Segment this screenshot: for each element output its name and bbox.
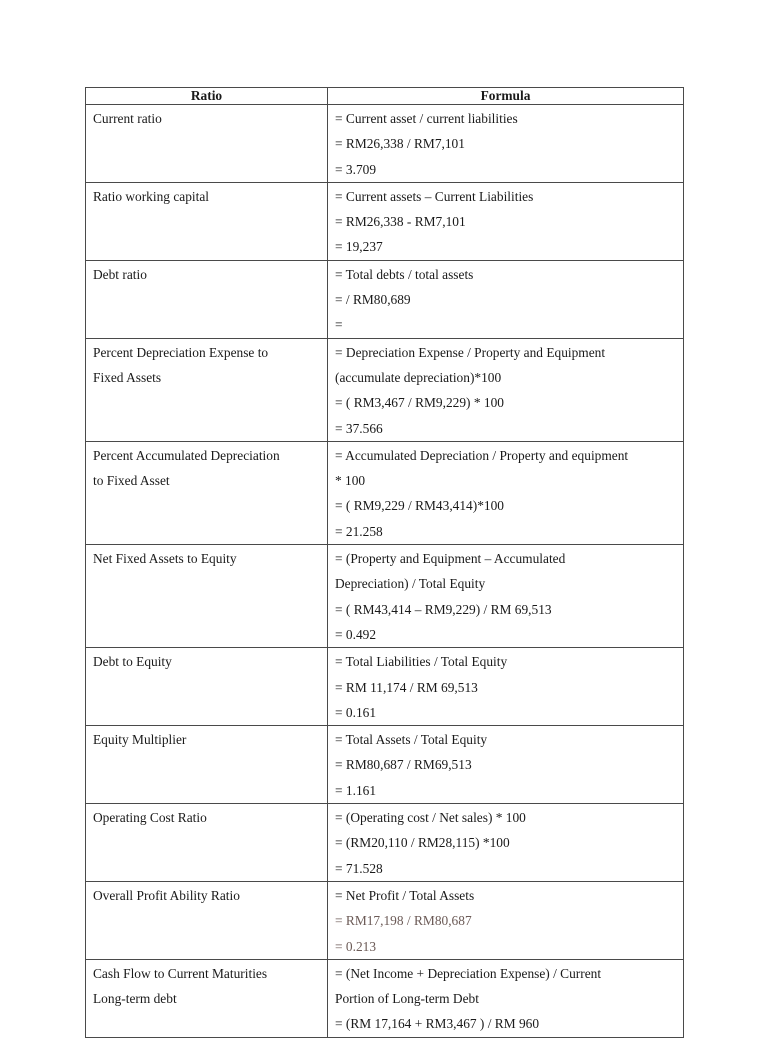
formula-line: = Accumulated Depreciation / Property and equipment — [335, 447, 629, 463]
ratio-name: Operating Cost Ratio — [93, 810, 207, 826]
formula-cell — [328, 545, 684, 648]
ratio-formula-table — [85, 87, 684, 1038]
formula-cell — [328, 260, 684, 338]
ratio-name: Ratio working capital — [93, 188, 210, 204]
formula-result: = 37.566 — [335, 420, 383, 436]
formula-line: = Total debts / total assets — [335, 266, 474, 282]
table-row — [86, 338, 684, 441]
table-row — [86, 441, 684, 544]
ratio-name: Current ratio — [93, 111, 162, 126]
formula-line: Portion of Long-term Debt — [335, 991, 479, 1007]
table-row — [86, 648, 684, 726]
formula-line: = RM80,687 / RM69,513 — [335, 757, 472, 773]
formula-line: = (Operating cost / Net sales) * 100 — [335, 810, 526, 826]
ratio-name: Cash Flow to Current Maturities — [93, 965, 268, 981]
ratio-name: Equity Multiplier — [93, 732, 187, 748]
formula-line: = ( RM43,414 – RM9,229) / RM 69,513 — [335, 601, 552, 617]
formula-result: = 0.161 — [335, 704, 377, 720]
table-row — [86, 959, 684, 1037]
formula-line: * 100 — [335, 473, 366, 489]
ratio-name: Net Fixed Assets to Equity — [93, 551, 237, 567]
ratio-name: Long-term debt — [93, 991, 177, 1007]
formula-cell — [328, 881, 684, 959]
formula-line: = ( RM9,229 / RM43,414)*100 — [335, 498, 504, 514]
table-row — [86, 881, 684, 959]
formula-result: = 3.709 — [335, 161, 377, 177]
table-row — [86, 726, 684, 804]
ratio-cell — [86, 726, 328, 804]
formula-line: = Total Assets / Total Equity — [335, 732, 488, 748]
formula-result: = 71.528 — [335, 860, 383, 876]
ratio-cell — [86, 648, 328, 726]
formula-result: = 0.213 — [335, 938, 377, 954]
ratio-name: Overall Profit Ability Ratio — [93, 887, 240, 903]
formula-line: = RM 11,174 / RM 69,513 — [335, 679, 478, 695]
table-row — [86, 260, 684, 338]
formula-line: = (Net Income + Depreciation Expense) / Current — [335, 965, 602, 981]
header-formula: Formula — [328, 88, 684, 105]
table-row — [86, 182, 684, 260]
formula-cell — [328, 648, 684, 726]
formula-line: = Current assets – Current Liabilities — [335, 188, 534, 204]
formula-line: = (RM 17,164 + RM3,467 ) / RM 960 — [335, 1016, 540, 1032]
formula-line: Depreciation) / Total Equity — [335, 576, 486, 592]
formula-result: = 0.492 — [335, 626, 377, 642]
formula-result: = 1.161 — [335, 782, 377, 798]
ratio-name: Debt to Equity — [93, 654, 172, 670]
formula-cell — [328, 182, 684, 260]
header-ratio: Ratio — [86, 88, 328, 105]
ratio-cell — [86, 545, 328, 648]
formula-line: = Depreciation Expense / Property and Equipment — [335, 344, 606, 360]
ratio-name: Fixed Assets — [93, 369, 162, 385]
ratio-cell — [86, 881, 328, 959]
formula-cell — [328, 804, 684, 882]
formula-line: = Net Profit / Total Assets — [335, 887, 475, 903]
formula-line: = RM26,338 / RM7,101 — [335, 136, 465, 152]
ratio-cell — [86, 441, 328, 544]
ratio-cell — [86, 260, 328, 338]
ratio-name: Debt ratio — [93, 266, 147, 282]
formula-line: = ( RM3,467 / RM9,229) * 100 — [335, 395, 504, 411]
formula-cell — [328, 338, 684, 441]
formula-result: = 21.258 — [335, 523, 383, 539]
table-row — [86, 105, 684, 183]
ratio-name: to Fixed Asset — [93, 473, 170, 489]
formula-line: = (RM20,110 / RM28,115) *100 — [335, 835, 510, 851]
ratio-name: Percent Depreciation Expense to — [93, 344, 269, 360]
formula-cell — [328, 441, 684, 544]
formula-line: = Total Liabilities / Total Equity — [335, 654, 508, 670]
formula-result: = — [335, 317, 343, 333]
ratio-cell — [86, 338, 328, 441]
formula-cell — [328, 726, 684, 804]
formula-line: (accumulate depreciation)*100 — [335, 369, 502, 385]
formula-cell — [328, 105, 684, 183]
formula-line: = RM17,198 / RM80,687 — [335, 913, 472, 929]
ratio-cell — [86, 804, 328, 882]
ratio-cell — [86, 959, 328, 1037]
table-row — [86, 804, 684, 882]
table-header-row — [86, 88, 684, 105]
formula-line: = / RM80,689 — [335, 292, 411, 308]
formula-line: = Current asset / current liabilities — [335, 111, 518, 126]
formula-result: = 19,237 — [335, 239, 383, 255]
table-row — [86, 545, 684, 648]
formula-cell — [328, 959, 684, 1037]
ratio-name: Percent Accumulated Depreciation — [93, 447, 280, 463]
formula-line: = (Property and Equipment – Accumulated — [335, 551, 566, 567]
formula-line: = RM26,338 - RM7,101 — [335, 214, 466, 230]
ratio-cell — [86, 182, 328, 260]
ratio-cell — [86, 105, 328, 183]
